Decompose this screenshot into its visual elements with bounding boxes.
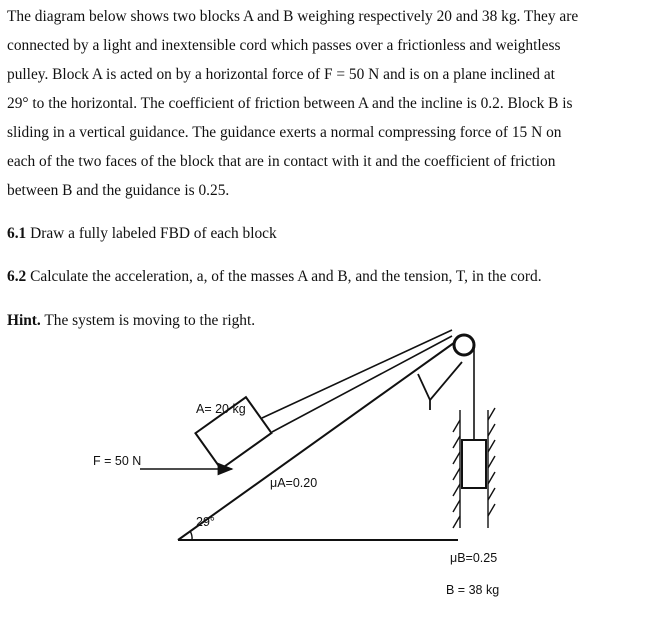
force-label: F = 50 N (93, 454, 142, 468)
problem-line: between B and the guidance is 0.25. (7, 182, 230, 199)
problem-line: 29° to the horizontal. The coefficient of friction between A and the incline is 0.2. Block B is (7, 95, 573, 112)
pulley-support (418, 374, 430, 400)
problem-line: each of the two faces of the block that are in contact with it and the coefficient of friction (7, 153, 556, 170)
left-guide-rail (453, 410, 460, 528)
hint-label: Hint. (7, 312, 41, 329)
angle-arc (190, 531, 192, 540)
question-6-2 (7, 262, 647, 291)
question-6-1 (7, 219, 647, 248)
problem-line: sliding in a vertical guidance. The guidance exerts a normal compressing force of 15 N on (7, 124, 562, 141)
incline-pulley-diagram (0, 320, 652, 625)
block-b-label: B = 38 kg (446, 583, 500, 597)
right-guide-rail (488, 408, 495, 528)
pulley-support (430, 362, 462, 400)
question-number: 6.1 (7, 225, 27, 242)
mu-a-label: μA=0.20 (270, 476, 318, 490)
cord (262, 330, 452, 418)
question-text: Draw a fully labeled FBD of each block (30, 225, 277, 242)
angle-label: 29° (196, 515, 215, 529)
question-text: Calculate the acceleration, a, of the masses A and B, and the tension, T, in the cord. (30, 268, 542, 285)
block-a-label: A= 20 kg (196, 402, 246, 416)
mu-b-label: μB=0.25 (450, 551, 498, 565)
block-b (462, 440, 486, 488)
pulley (454, 335, 474, 355)
hint-text: The system is moving to the right. (44, 312, 256, 329)
problem-line: pulley. Block A is acted on by a horizontal force of F = 50 N and is on a plane inclined at (7, 66, 555, 83)
problem-line: connected by a light and inextensible cord which passes over a frictionless and weightless (7, 37, 561, 54)
problem-statement (7, 2, 647, 205)
question-number: 6.2 (7, 268, 27, 285)
problem-line: The diagram below shows two blocks A and B weighing respectively 20 and 38 kg. They are (7, 8, 579, 25)
cord (272, 336, 452, 432)
